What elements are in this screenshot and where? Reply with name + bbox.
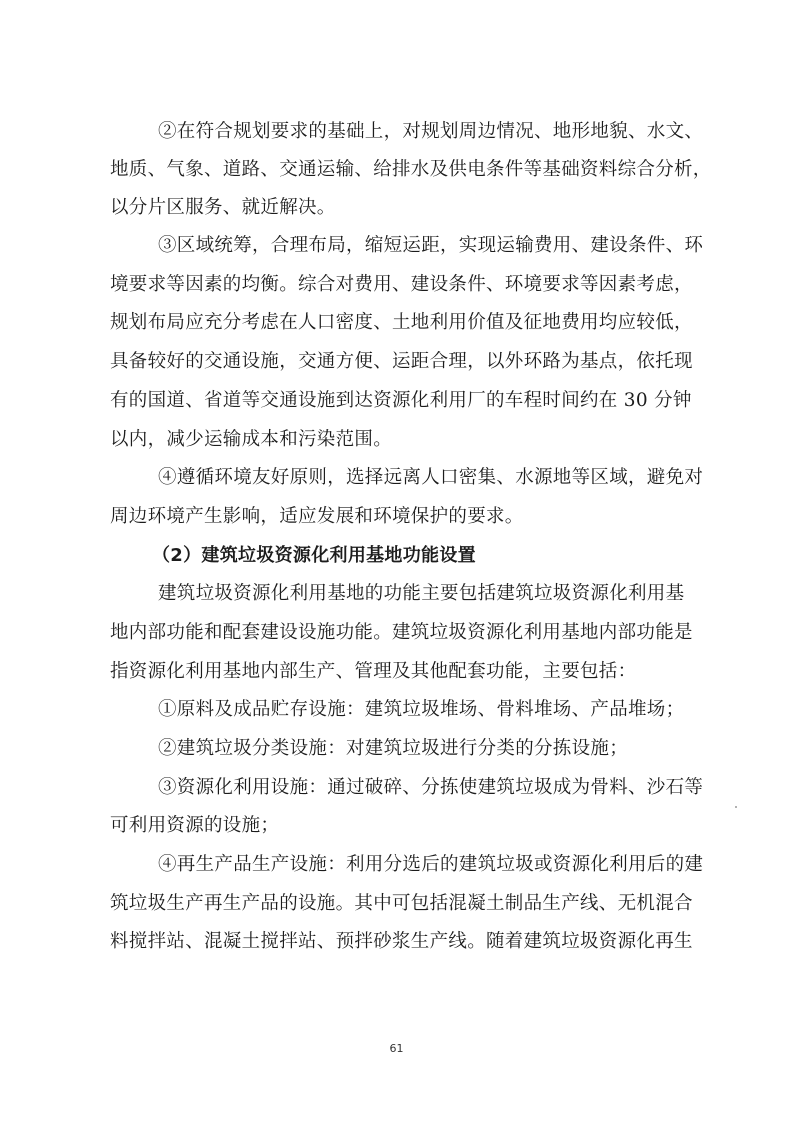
paragraph-line: 以内，减少运输成本和污染范围。 [110,429,393,450]
paragraph-line: 有的国道、省道等交通设施到达资源化利用厂的车程时间约在 30 分钟 [110,390,692,411]
paragraph-line: 指资源化利用基地内部生产、管理及其他配套功能，主要包括： [110,661,637,682]
paragraph-line: 以分片区服务、就近解决。 [110,197,336,218]
paragraph-line: ①原料及成品贮存设施：建筑垃圾堆场、骨料堆场、产品堆场； [158,699,685,720]
paragraph-line: 地质、气象、道路、交通运输、给排水及供电条件等基础资料综合分析， [110,159,712,180]
paragraph-line: ③资源化利用设施：通过破碎、分拣使建筑垃圾成为骨料、沙石等 [158,777,704,798]
paragraph-line: 可利用资源的设施； [110,815,280,836]
scan-mark [735,806,737,808]
paragraph-line: 料搅拌站、混凝土搅拌站、预拌砂浆生产线。随着建筑垃圾资源化再生 [110,931,693,952]
paragraph-line: ③区域统筹，合理布局，缩短运距，实现运输费用、建设条件、环 [158,235,704,256]
paragraph-line: 建筑垃圾资源化利用基地的功能主要包括建筑垃圾资源化利用基 [158,583,685,604]
section-heading: （2）建筑垃圾资源化利用基地功能设置 [152,545,476,566]
paragraph-line: 规划布局应充分考虑在人口密度、土地利用价值及征地费用均应较低， [110,312,693,333]
paragraph-line: ④再生产品生产设施：利用分选后的建筑垃圾或资源化利用后的建 [158,854,704,875]
paragraph-line: 筑垃圾生产再生产品的设施。其中可包括混凝土制品生产线、无机混合 [110,893,693,914]
paragraph-line: 周边环境产生影响，适应发展和环境保护的要求。 [110,506,524,527]
page-number: 61 [389,1042,404,1055]
paragraph-line: ④遵循环境友好原则，选择远离人口密集、水源地等区域，避免对 [158,467,704,488]
paragraph-line: 境要求等因素的均衡。综合对费用、建设条件、环境要求等因素考虑， [110,274,693,295]
paragraph-line: ②在符合规划要求的基础上，对规划周边情况、地形地貌、水文、 [158,121,704,142]
paragraph-line: 具备较好的交通设施，交通方便、运距合理，以外环路为基点，依托现 [110,351,693,372]
paragraph-line: ②建筑垃圾分类设施：对建筑垃圾进行分类的分拣设施； [158,738,629,759]
paragraph-line: 地内部功能和配套建设设施功能。建筑垃圾资源化利用基地内部功能是 [110,622,693,643]
